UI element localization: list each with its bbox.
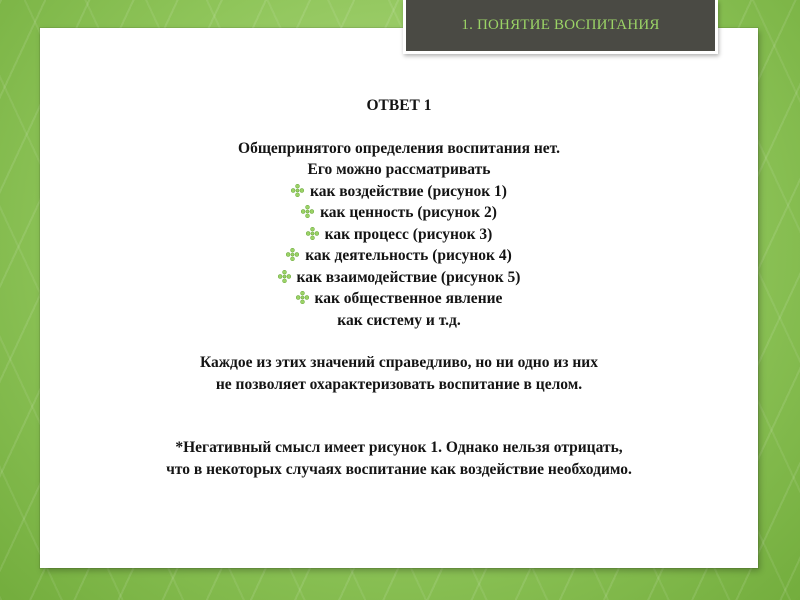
diamond-dots-icon [286,248,299,261]
diamond-dots-icon [296,291,309,304]
list-item [40,181,758,203]
title-banner [403,0,718,54]
slide-title: 1. ПОНЯТИЕ ВОСПИТАНИЯ [461,17,660,33]
list-item [40,245,758,267]
note-line-2: что в некоторых случаях воспитание как воздействие необходимо. [166,460,632,478]
answer-text [40,95,758,480]
list-item [40,267,758,289]
note-line-1: *Негативный смысл имеет рисунок 1. Однако нельзя отрицать, [175,439,623,456]
paragraph-line-1: Каждое из этих значений справедливо, но ни одно из них [200,354,598,371]
diamond-dots-icon [291,184,304,197]
list-item [40,288,758,310]
list-item-label: как ценность (рисунок 2) [320,204,497,221]
list-item-label: как воздействие (рисунок 1) [310,182,507,200]
diamond-dots-icon [278,270,291,283]
intro-line-2: Его можно рассматривать [307,161,491,178]
list-item-label: как общественное явление [314,290,503,307]
diamond-dots-icon [306,227,319,240]
paragraph-line-2: не позволяет охарактеризовать воспитание в целом. [215,375,583,393]
list-item [40,202,758,224]
list-continuation: как систему и т.д. [337,311,461,329]
answer-heading: ОТВЕТ 1 [366,97,432,114]
diamond-dots-icon [301,205,314,218]
list-item-label: как взаимодействие (рисунок 5) [296,268,521,286]
list-item [40,224,758,246]
list-item-label: как деятельность (рисунок 4) [305,247,512,264]
list-item-label: как процесс (рисунок 3) [324,225,493,243]
intro-line-1: Общепринятого определения воспитания нет. [238,139,560,157]
